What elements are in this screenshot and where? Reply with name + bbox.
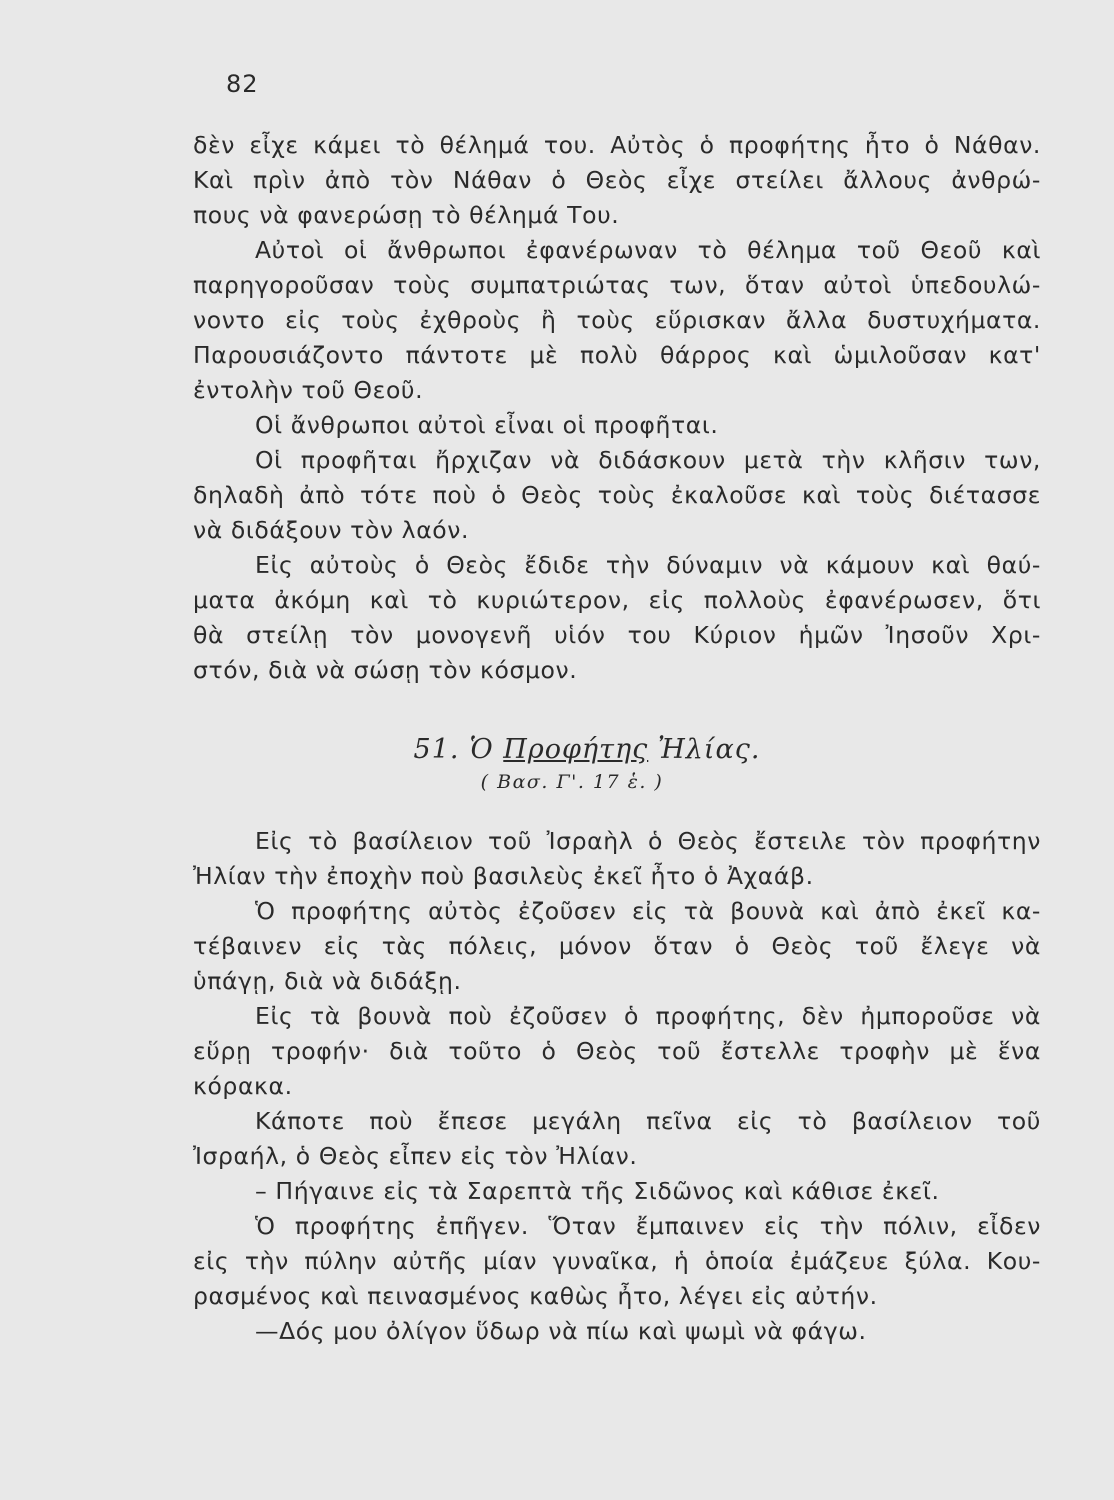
text-line: Ἠλίαν τὴν ἐποχὴν ποὺ βασιλεὺς ἐκεῖ ἦτο ὁ Ἀχαάβ.: [193, 862, 814, 890]
text-line: θὰ στείλῃ τὸν μονογενῆ υἱόν του Κύριον ἡμῶν Ἰησοῦν Χρι-: [193, 621, 1041, 649]
body-text-bottom: [193, 824, 1041, 1349]
section-heading: [0, 732, 1114, 796]
text-line: Ὁ προφήτης αὐτὸς ἐζοῦσεν εἰς τὰ βουνὰ καὶ ἀπὸ ἐκεῖ κα-: [255, 897, 1041, 925]
text-line: Εἰς τὰ βουνὰ ποὺ ἐζοῦσεν ὁ προφήτης, δὲν ἠμποροῦσε νὰ: [255, 1002, 1041, 1030]
text-line: Παρουσιάζοντο πάντοτε μὲ πολὺ θάρρος καὶ ὡμιλοῦσαν κατ': [193, 341, 1041, 369]
text-line: Καὶ πρὶν ἀπὸ τὸν Νάθαν ὁ Θεὸς εἶχε στείλει ἄλλους ἀνθρώ-: [193, 166, 1041, 194]
text-line: δηλαδὴ ἀπὸ τότε ποὺ ὁ Θεὸς τοὺς ἐκαλοῦσε καὶ τοὺς διέτασσε: [193, 481, 1041, 509]
text-line: παρηγοροῦσαν τοὺς συμπατριώτας των, ὅταν αὐτοὶ ὑπεδουλώ-: [193, 271, 1041, 299]
text-line: ἐντολὴν τοῦ Θεοῦ.: [193, 376, 424, 404]
section-title: [0, 732, 1114, 768]
text-line: νοντο εἰς τοὺς ἐχθροὺς ἢ τοὺς εὕρισκαν ἄλλα δυστυχήματα.: [193, 306, 1041, 334]
text-line: ρασμένος καὶ πεινασμένος καθὼς ἦτο, λέγει εἰς αὐτήν.: [193, 1282, 878, 1310]
text-line: εὕρῃ τροφήν· διὰ τοῦτο ὁ Θεὸς τοῦ ἔστελλε τροφὴν μὲ ἕνα: [193, 1037, 1041, 1065]
text-line: ὑπάγῃ, διὰ νὰ διδάξῃ.: [193, 967, 462, 995]
text-line: τέβαινεν εἰς τὰς πόλεις, μόνον ὅταν ὁ Θεὸς τοῦ ἔλεγε νὰ: [193, 932, 1041, 960]
text-line: Οἱ προφῆται ἤρχιζαν νὰ διδάσκουν μετὰ τὴν κλῆσιν των,: [255, 446, 1041, 474]
text-line: ματα ἀκόμη καὶ τὸ κυριώτερον, εἰς πολλοὺς ἐφανέρωσεν, ὅτι: [193, 586, 1041, 614]
text-line: κόρακα.: [193, 1072, 293, 1100]
text-line: πους νὰ φανερώσῃ τὸ θέλημά Του.: [193, 201, 620, 229]
section-title-prefix: Ὁ: [469, 734, 504, 765]
section-reference: ( Βασ. Γ'. 17 ἑ. ): [480, 771, 664, 793]
text-line: Εἰς αὐτοὺς ὁ Θεὸς ἔδιδε τὴν δύναμιν νὰ κάμουν καὶ θαύ-: [255, 551, 1041, 579]
text-line: Εἰς τὸ βασίλειον τοῦ Ἰσραὴλ ὁ Θεὸς ἔστειλε τὸν προφήτην: [255, 827, 1041, 855]
text-line: Ἰσραήλ, ὁ Θεὸς εἶπεν εἰς τὸν Ἠλίαν.: [193, 1142, 638, 1170]
text-line: Οἱ ἄνθρωποι αὐτοὶ εἶναι οἱ προφῆται.: [255, 411, 719, 439]
body-text-top: [193, 128, 1041, 688]
text-line: στόν, διὰ νὰ σώσῃ τὸν κόσμον.: [193, 656, 578, 684]
text-line: εἰς τὴν πύλην αὐτῆς μίαν γυναῖκα, ἡ ὁποία ἐμάζευε ξύλα. Κου-: [193, 1247, 1041, 1275]
text-line: Κάποτε ποὺ ἔπεσε μεγάλη πεῖνα εἰς τὸ βασίλειον τοῦ: [255, 1107, 1041, 1135]
section-number: 51.: [413, 734, 460, 765]
text-line: Ὁ προφήτης ἐπῆγεν. Ὅταν ἔμπαινεν εἰς τὴν πόλιν, εἶδεν: [255, 1212, 1041, 1240]
text-line: νὰ διδάξουν τὸν λαόν.: [193, 516, 470, 544]
text-line: —Δός μου ὀλίγον ὕδωρ νὰ πίω καὶ ψωμὶ νὰ φάγω.: [255, 1317, 867, 1345]
section-title-underlined: Προφήτης: [503, 734, 649, 765]
page-number: 82: [226, 70, 259, 98]
section-title-suffix: Ἠλίας.: [648, 734, 761, 765]
text-line: – Πήγαινε εἰς τὰ Σαρεπτὰ τῆς Σιδῶνος καὶ κάθισε ἐκεῖ.: [255, 1177, 940, 1205]
text-line: Αὐτοὶ οἱ ἄνθρωποι ἐφανέρωναν τὸ θέλημα τοῦ Θεοῦ καὶ: [255, 236, 1041, 264]
text-line: δὲν εἶχε κάμει τὸ θέλημά του. Αὐτὸς ὁ προφήτης ἦτο ὁ Νάθαν.: [193, 131, 1041, 159]
